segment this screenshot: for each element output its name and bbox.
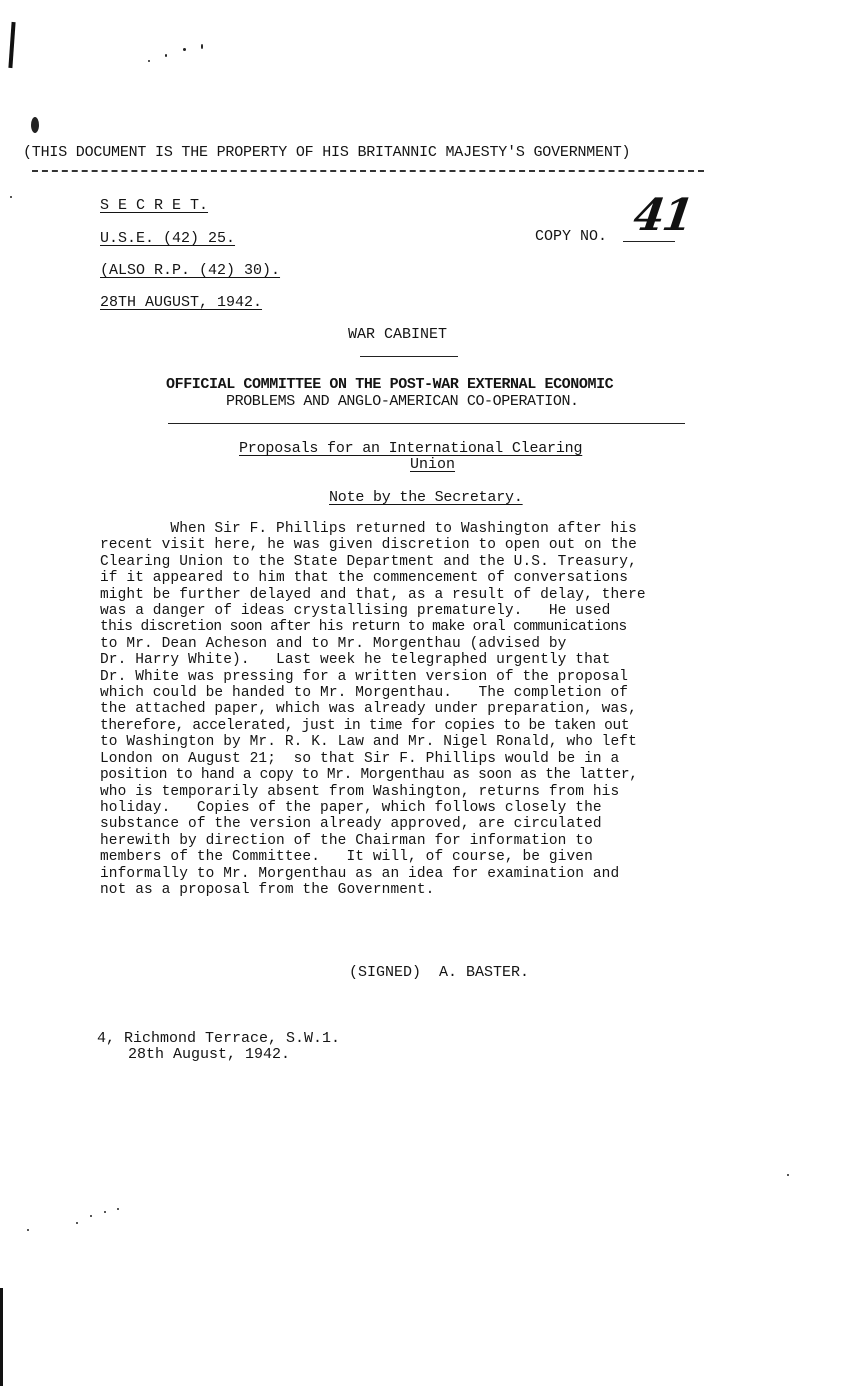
margin-mark-bottom-left xyxy=(0,1288,3,1386)
paragraph-line: holiday. Copies of the paper, which follows closely the xyxy=(100,799,602,816)
scan-speck xyxy=(117,1208,119,1210)
document-date: 28TH AUGUST, 1942. xyxy=(100,294,263,311)
address-date: 28th August, 1942. xyxy=(128,1046,291,1063)
paragraph-line: London on August 21; so that Sir F. Phillips would be in a xyxy=(100,750,620,767)
paragraph-line: the attached paper, which was already under preparation, was, xyxy=(100,701,637,718)
paragraph-line: which could be handed to Mr. Morgenthau. The completion of xyxy=(100,685,629,702)
subject-line-1: Proposals for an International Clearing xyxy=(239,440,583,457)
scan-speck xyxy=(27,1229,29,1231)
paragraph-line: When Sir F. Phillips returned to Washington after his xyxy=(100,521,637,537)
notice-dashed-rule xyxy=(32,170,704,172)
scan-speck xyxy=(165,54,167,57)
war-cabinet-heading: WAR CABINET xyxy=(348,326,448,343)
copy-number-handwritten: 41 xyxy=(630,190,695,241)
paragraph-line: herewith by direction of the Chairman for information to xyxy=(100,832,593,849)
paragraph-line: who is temporarily absent from Washington, returns from his xyxy=(100,783,620,800)
committee-title-line-2: PROBLEMS AND ANGLO-AMERICAN CO-OPERATION. xyxy=(226,393,579,410)
paragraph-line: Clearing Union to the State Department and the U.S. Treasury, xyxy=(100,553,637,570)
paragraph-line: not as a proposal from the Government. xyxy=(100,881,435,898)
heading-rule xyxy=(360,356,458,357)
copy-number-underline xyxy=(623,241,675,242)
copy-number-label: COPY NO. xyxy=(535,228,608,245)
paragraph-line: therefore, accelerated, just in time for copies to be taken out xyxy=(100,717,630,734)
punch-hole-mark xyxy=(31,117,39,133)
scan-speck xyxy=(201,44,203,49)
scan-speck xyxy=(90,1215,92,1217)
committee-rule xyxy=(168,423,685,424)
paragraph-line: Dr. Harry White). Last week he telegraphed urgently that xyxy=(100,652,611,669)
also-reference: (ALSO R.P. (42) 30). xyxy=(100,262,281,279)
scan-speck xyxy=(10,196,12,198)
committee-title-line-1: OFFICIAL COMMITTEE ON THE POST-WAR EXTERNAL ECONOMIC xyxy=(166,376,614,393)
paragraph-line: members of the Committee. It will, of course, be given xyxy=(100,849,593,866)
document-reference: U.S.E. (42) 25. xyxy=(100,230,236,247)
paragraph-line: substance of the version already approved, are circulated xyxy=(100,816,602,833)
body-paragraph xyxy=(100,521,740,898)
scan-speck xyxy=(76,1222,78,1224)
paragraph-line: recent visit here, he was given discretion to open out on the xyxy=(100,537,637,554)
margin-mark-top-left xyxy=(8,22,15,68)
paragraph-line: this discretion soon after his return to make oral communications xyxy=(100,619,627,636)
scan-speck xyxy=(148,60,150,62)
paragraph-line: informally to Mr. Morgenthau as an idea for examination and xyxy=(100,865,620,882)
paragraph-line: to Washington by Mr. R. K. Law and Mr. Nigel Ronald, who left xyxy=(100,734,637,751)
property-notice: (THIS DOCUMENT IS THE PROPERTY OF HIS BRITANNIC MAJESTY'S GOVERNMENT) xyxy=(23,144,631,161)
paragraph-line: might be further delayed and that, as a result of delay, there xyxy=(100,586,646,603)
paragraph-line: if it appeared to him that the commencement of conversations xyxy=(100,570,629,587)
address-line-1: 4, Richmond Terrace, S.W.1. xyxy=(97,1030,341,1047)
scan-speck xyxy=(104,1211,106,1213)
signature-line: (SIGNED) A. BASTER. xyxy=(349,964,530,981)
paragraph-line: position to hand a copy to Mr. Morgenthau as soon as the latter, xyxy=(100,767,638,784)
paragraph-line: to Mr. Dean Acheson and to Mr. Morgenthau (advised by xyxy=(100,635,567,652)
scan-speck xyxy=(787,1174,789,1176)
paragraph-line: Dr. White was pressing for a written version of the proposal xyxy=(100,668,629,685)
paragraph-line: was a danger of ideas crystallising prematurely. He used xyxy=(100,603,611,620)
scan-speck xyxy=(183,48,186,51)
subject-line-2: Union xyxy=(410,456,456,473)
classification-marking: S E C R E T. xyxy=(100,197,209,214)
note-heading: Note by the Secretary. xyxy=(329,489,523,506)
